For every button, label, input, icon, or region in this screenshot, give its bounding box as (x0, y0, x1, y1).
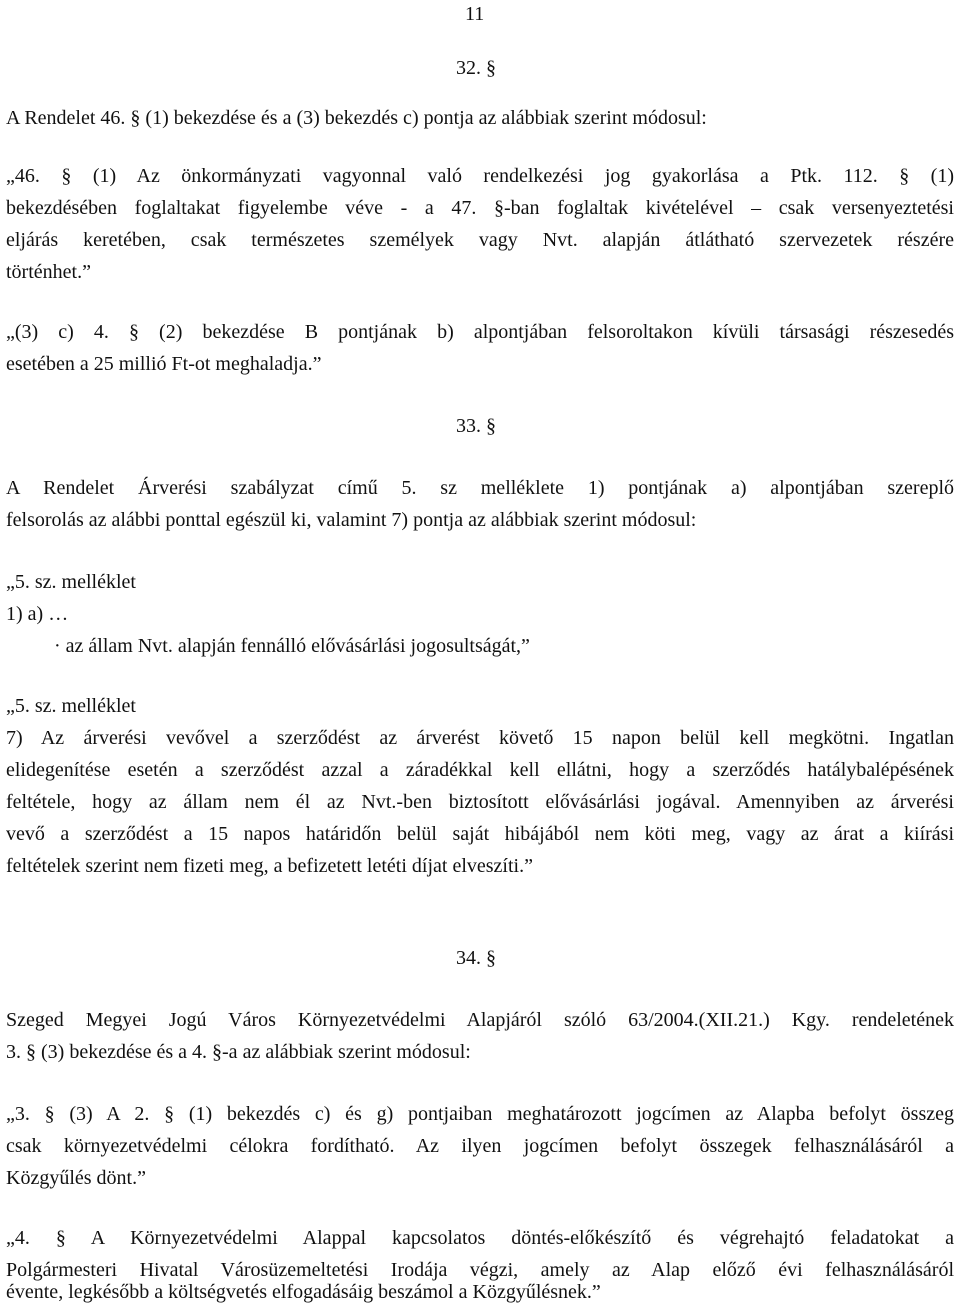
annex-list-item: · az állam Nvt. alapján fennálló elővásárlási jogosultságát,” (54, 635, 530, 657)
annex-title: „5. sz. melléklet (6, 571, 136, 593)
paragraph-line: évente, legkésőbb a költségvetés elfogadásáig beszámol a Közgyűlésnek.” (6, 1281, 601, 1303)
paragraph-line: Polgármesteri Hivatal Városüzemeltetési Irodája végzi, amely az Alap előző évi felhasználásáról (6, 1259, 954, 1281)
section-heading-34: 34. § (456, 947, 496, 969)
paragraph-line: A Rendelet Árverési szabályzat című 5. sz melléklete 1) pontjának a) alpontjában szereplő (6, 477, 954, 499)
paragraph-line: 7) Az árverési vevővel a szerződést az árverést követő 15 napon belül kell megkötni. Ingatlan (6, 727, 954, 749)
paragraph-line: „46. § (1) Az önkormányzati vagyonnal való rendelkezési jog gyakorlása a Ptk. 112. § (1) (6, 165, 954, 187)
paragraph-line: elidegenítése esetén a szerződést azzal a záradékkal kell ellátni, hogy a szerződés hatálybalépésének (6, 759, 954, 781)
annex-title: „5. sz. melléklet (6, 695, 136, 717)
paragraph-line: bekezdésében foglaltakat figyelembe véve - a 47. §-ban foglaltak kivételével – csak versenyeztetési (6, 197, 954, 219)
page-number: 11 (465, 3, 485, 25)
paragraph-line: történhet.” (6, 261, 91, 283)
section-heading-33: 33. § (456, 415, 496, 437)
annex-point: 1) a) … (6, 603, 69, 625)
paragraph-line: feltételek szerint nem fizeti meg, a befizetett letéti díjat elveszíti.” (6, 855, 533, 877)
paragraph-line: „(3) c) 4. § (2) bekezdése B pontjának b) alpontjában felsoroltakon kívüli társasági részesedés (6, 321, 954, 343)
paragraph-line: Közgyűlés dönt.” (6, 1167, 146, 1189)
paragraph-line: esetében a 25 millió Ft-ot meghaladja.” (6, 353, 322, 375)
paragraph-line: Szeged Megyei Jogú Város Környezetvédelmi Alapjáról szóló 63/2004.(XII.21.) Kgy. rendeletének (6, 1009, 954, 1031)
section-32-intro: A Rendelet 46. § (1) bekezdése és a (3) bekezdés c) pontja az alábbiak szerint módosul: (6, 107, 707, 129)
paragraph-line: feltétele, hogy az állam nem él az Nvt.-ben biztosított elővásárlási jogával. Amennyiben az árverési (6, 791, 954, 813)
paragraph-line: felsorolás az alábbi ponttal egészül ki, valamint 7) pontja az alábbiak szerint módosul: (6, 509, 697, 531)
paragraph-line: „3. § (3) A 2. § (1) bekezdés c) és g) pontjaiban meghatározott jogcímen az Alapba befolyt összeg (6, 1103, 954, 1125)
paragraph-line: vevő a szerződést a 15 napos határidőn belül saját hibájából nem köti meg, vagy az árat a kiírási (6, 823, 954, 845)
section-heading-32: 32. § (456, 57, 496, 79)
paragraph-line: csak környezetvédelmi célokra fordítható. Az ilyen jogcímen befolyt összegek felhasználásáról a (6, 1135, 954, 1157)
paragraph-line: 3. § (3) bekezdése és a 4. §-a az alábbiak szerint módosul: (6, 1041, 471, 1063)
paragraph-line: „4. § A Környezetvédelmi Alappal kapcsolatos döntés-előkészítő és végrehajtó feladatokat a (6, 1227, 954, 1249)
paragraph-line: eljárás keretében, csak természetes személyek vagy Nvt. alapján átlátható szervezetek részére (6, 229, 954, 251)
